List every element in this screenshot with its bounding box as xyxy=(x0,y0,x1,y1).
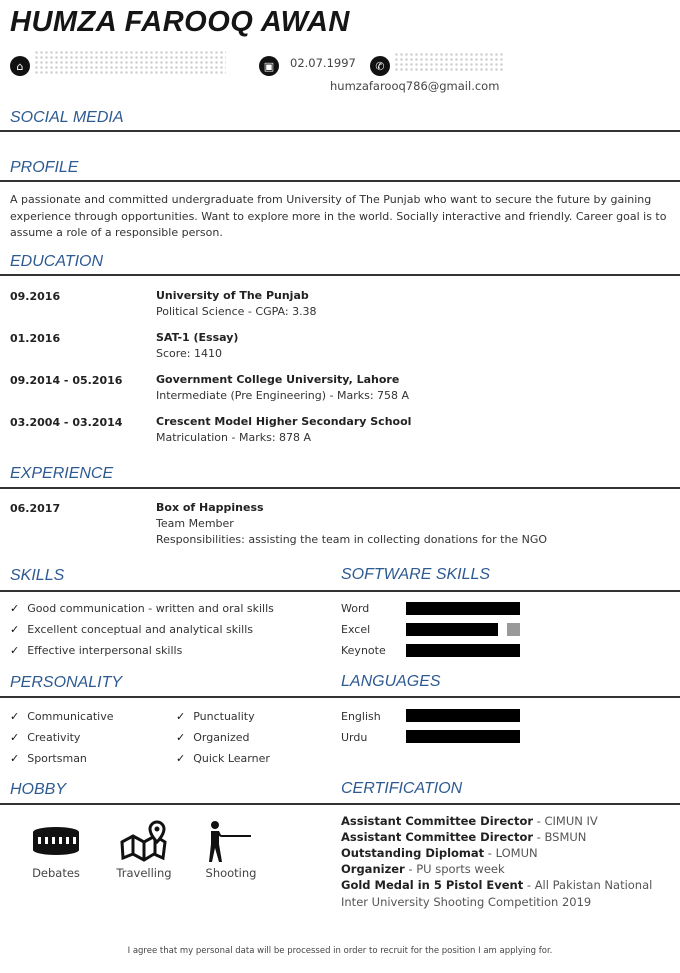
software-level-bar xyxy=(406,644,520,657)
trait-label: Punctuality xyxy=(193,710,255,723)
divider xyxy=(0,130,680,132)
software-level-bar xyxy=(406,623,520,636)
education-title: Crescent Model Higher Secondary School xyxy=(156,415,412,428)
check-icon: ✓ xyxy=(176,752,186,765)
email[interactable]: humzafarooq786@gmail.com xyxy=(330,79,500,93)
candidate-name: HUMZA FAROOQ AWAN xyxy=(10,6,350,38)
experience-detail: Responsibilities: assisting the team in collecting donations for the NGO xyxy=(156,533,548,546)
cert-org: - All Pakistan National xyxy=(523,878,653,892)
education-date: 01.2016 xyxy=(10,332,61,345)
skill-label: Good communication - written and oral skills xyxy=(27,602,274,615)
section-personality: PERSONALITY xyxy=(10,674,123,691)
language-level-bar xyxy=(406,730,520,743)
debate-podium-icon xyxy=(32,826,80,856)
software-level-bar xyxy=(406,602,520,615)
education-title: Government College University, Lahore xyxy=(156,373,400,386)
education-date: 09.2016 xyxy=(10,290,61,303)
divider xyxy=(0,274,680,276)
trait-label: Communicative xyxy=(27,710,114,723)
home-icon: ⌂ xyxy=(10,56,30,76)
cert-title: Assistant Committee Director xyxy=(341,814,534,828)
certification-item xyxy=(341,830,586,844)
level-fill xyxy=(406,644,520,657)
skill-item xyxy=(10,602,274,615)
section-profile: PROFILE xyxy=(10,159,79,176)
experience-title: Box of Happiness xyxy=(156,501,264,514)
language-name: English xyxy=(341,710,381,723)
level-remainder xyxy=(507,623,520,636)
date-of-birth: 02.07.1997 xyxy=(290,56,356,70)
section-skills: SKILLS xyxy=(10,567,65,584)
experience-date: 06.2017 xyxy=(10,502,61,515)
birthday-cake-icon: ▣ xyxy=(259,56,279,76)
software-name: Word xyxy=(341,602,370,615)
certification-item xyxy=(341,878,652,892)
cert-title: Outstanding Diplomat xyxy=(341,846,485,860)
section-hobby: HOBBY xyxy=(10,781,67,798)
experience-role: Team Member xyxy=(156,517,234,530)
language-level-bar xyxy=(406,709,520,722)
certification-item xyxy=(341,862,505,876)
cert-title: Organizer xyxy=(341,862,405,876)
shooting-icon xyxy=(208,820,252,862)
education-detail: Intermediate (Pre Engineering) - Marks: 758 A xyxy=(156,389,410,402)
check-icon: ✓ xyxy=(10,623,20,636)
data-consent-footer: I agree that my personal data will be processed in order to recruit for the position I am applying for. xyxy=(127,946,553,956)
cert-org: - CIMUN IV xyxy=(533,814,598,828)
hobby-label: Debates xyxy=(32,866,80,880)
certification-item xyxy=(341,846,538,860)
level-fill xyxy=(406,730,520,743)
divider xyxy=(0,696,680,698)
check-icon: ✓ xyxy=(10,710,20,723)
divider xyxy=(0,590,680,592)
check-icon: ✓ xyxy=(10,731,20,744)
cert-title: Assistant Committee Director xyxy=(341,830,534,844)
trait-label: Organized xyxy=(193,731,250,744)
education-title: University of The Punjab xyxy=(156,289,309,302)
skill-label: Excellent conceptual and analytical skills xyxy=(27,623,254,636)
skill-item xyxy=(10,644,182,657)
hobby-label: Travelling xyxy=(116,866,172,880)
cert-org: - LOMUN xyxy=(484,846,538,860)
section-social-media: SOCIAL MEDIA xyxy=(10,109,124,126)
cert-org: - PU sports week xyxy=(404,862,505,876)
personality-item xyxy=(10,710,114,723)
check-icon: ✓ xyxy=(10,644,20,657)
check-icon: ✓ xyxy=(10,602,20,615)
trait-label: Quick Learner xyxy=(193,752,270,765)
language-name: Urdu xyxy=(341,731,368,744)
level-fill xyxy=(406,602,520,615)
personality-item xyxy=(176,752,270,765)
section-certification: CERTIFICATION xyxy=(341,780,463,797)
check-icon: ✓ xyxy=(176,731,186,744)
check-icon: ✓ xyxy=(176,710,186,723)
cert-title: Gold Medal in 5 Pistol Event xyxy=(341,878,524,892)
skill-item xyxy=(10,623,253,636)
section-software-skills: SOFTWARE SKILLS xyxy=(341,566,491,583)
redacted-phone xyxy=(394,52,504,72)
education-date: 03.2004 - 03.2014 xyxy=(10,416,123,429)
certification-continuation: Inter University Shooting Competition 2019 xyxy=(341,895,592,909)
section-education: EDUCATION xyxy=(10,253,104,270)
skill-label: Effective interpersonal skills xyxy=(27,644,183,657)
check-icon: ✓ xyxy=(10,752,20,765)
divider xyxy=(0,487,680,489)
trait-label: Sportsman xyxy=(27,752,87,765)
software-name: Keynote xyxy=(341,644,386,657)
divider xyxy=(0,180,680,182)
education-detail: Score: 1410 xyxy=(156,347,223,360)
personality-item xyxy=(10,731,80,744)
education-detail: Matriculation - Marks: 878 A xyxy=(156,431,312,444)
level-fill xyxy=(406,623,498,636)
phone-icon: ✆ xyxy=(370,56,390,76)
map-travel-icon xyxy=(119,820,169,862)
education-date: 09.2014 - 05.2016 xyxy=(10,374,123,387)
personality-item xyxy=(10,752,87,765)
personality-item xyxy=(176,710,255,723)
profile-text: A passionate and committed undergraduate from University of The Punjab who want to secure the future by gaining experience through opportunities. Want to explore more in the world. Socially interactive and friendly. Career goal is to assume a role of a responsible person. xyxy=(10,193,667,239)
personality-item xyxy=(176,731,249,744)
hobby-label: Shooting xyxy=(205,866,257,880)
education-title: SAT-1 (Essay) xyxy=(156,331,239,344)
divider xyxy=(0,803,680,805)
section-languages: LANGUAGES xyxy=(341,673,441,690)
trait-label: Creativity xyxy=(27,731,81,744)
education-detail: Political Science - CGPA: 3.38 xyxy=(156,305,317,318)
redacted-address xyxy=(34,50,226,74)
software-name: Excel xyxy=(341,623,371,636)
certification-item xyxy=(341,814,598,828)
cert-org: - BSMUN xyxy=(533,830,587,844)
level-fill xyxy=(406,709,520,722)
section-experience: EXPERIENCE xyxy=(10,465,114,482)
